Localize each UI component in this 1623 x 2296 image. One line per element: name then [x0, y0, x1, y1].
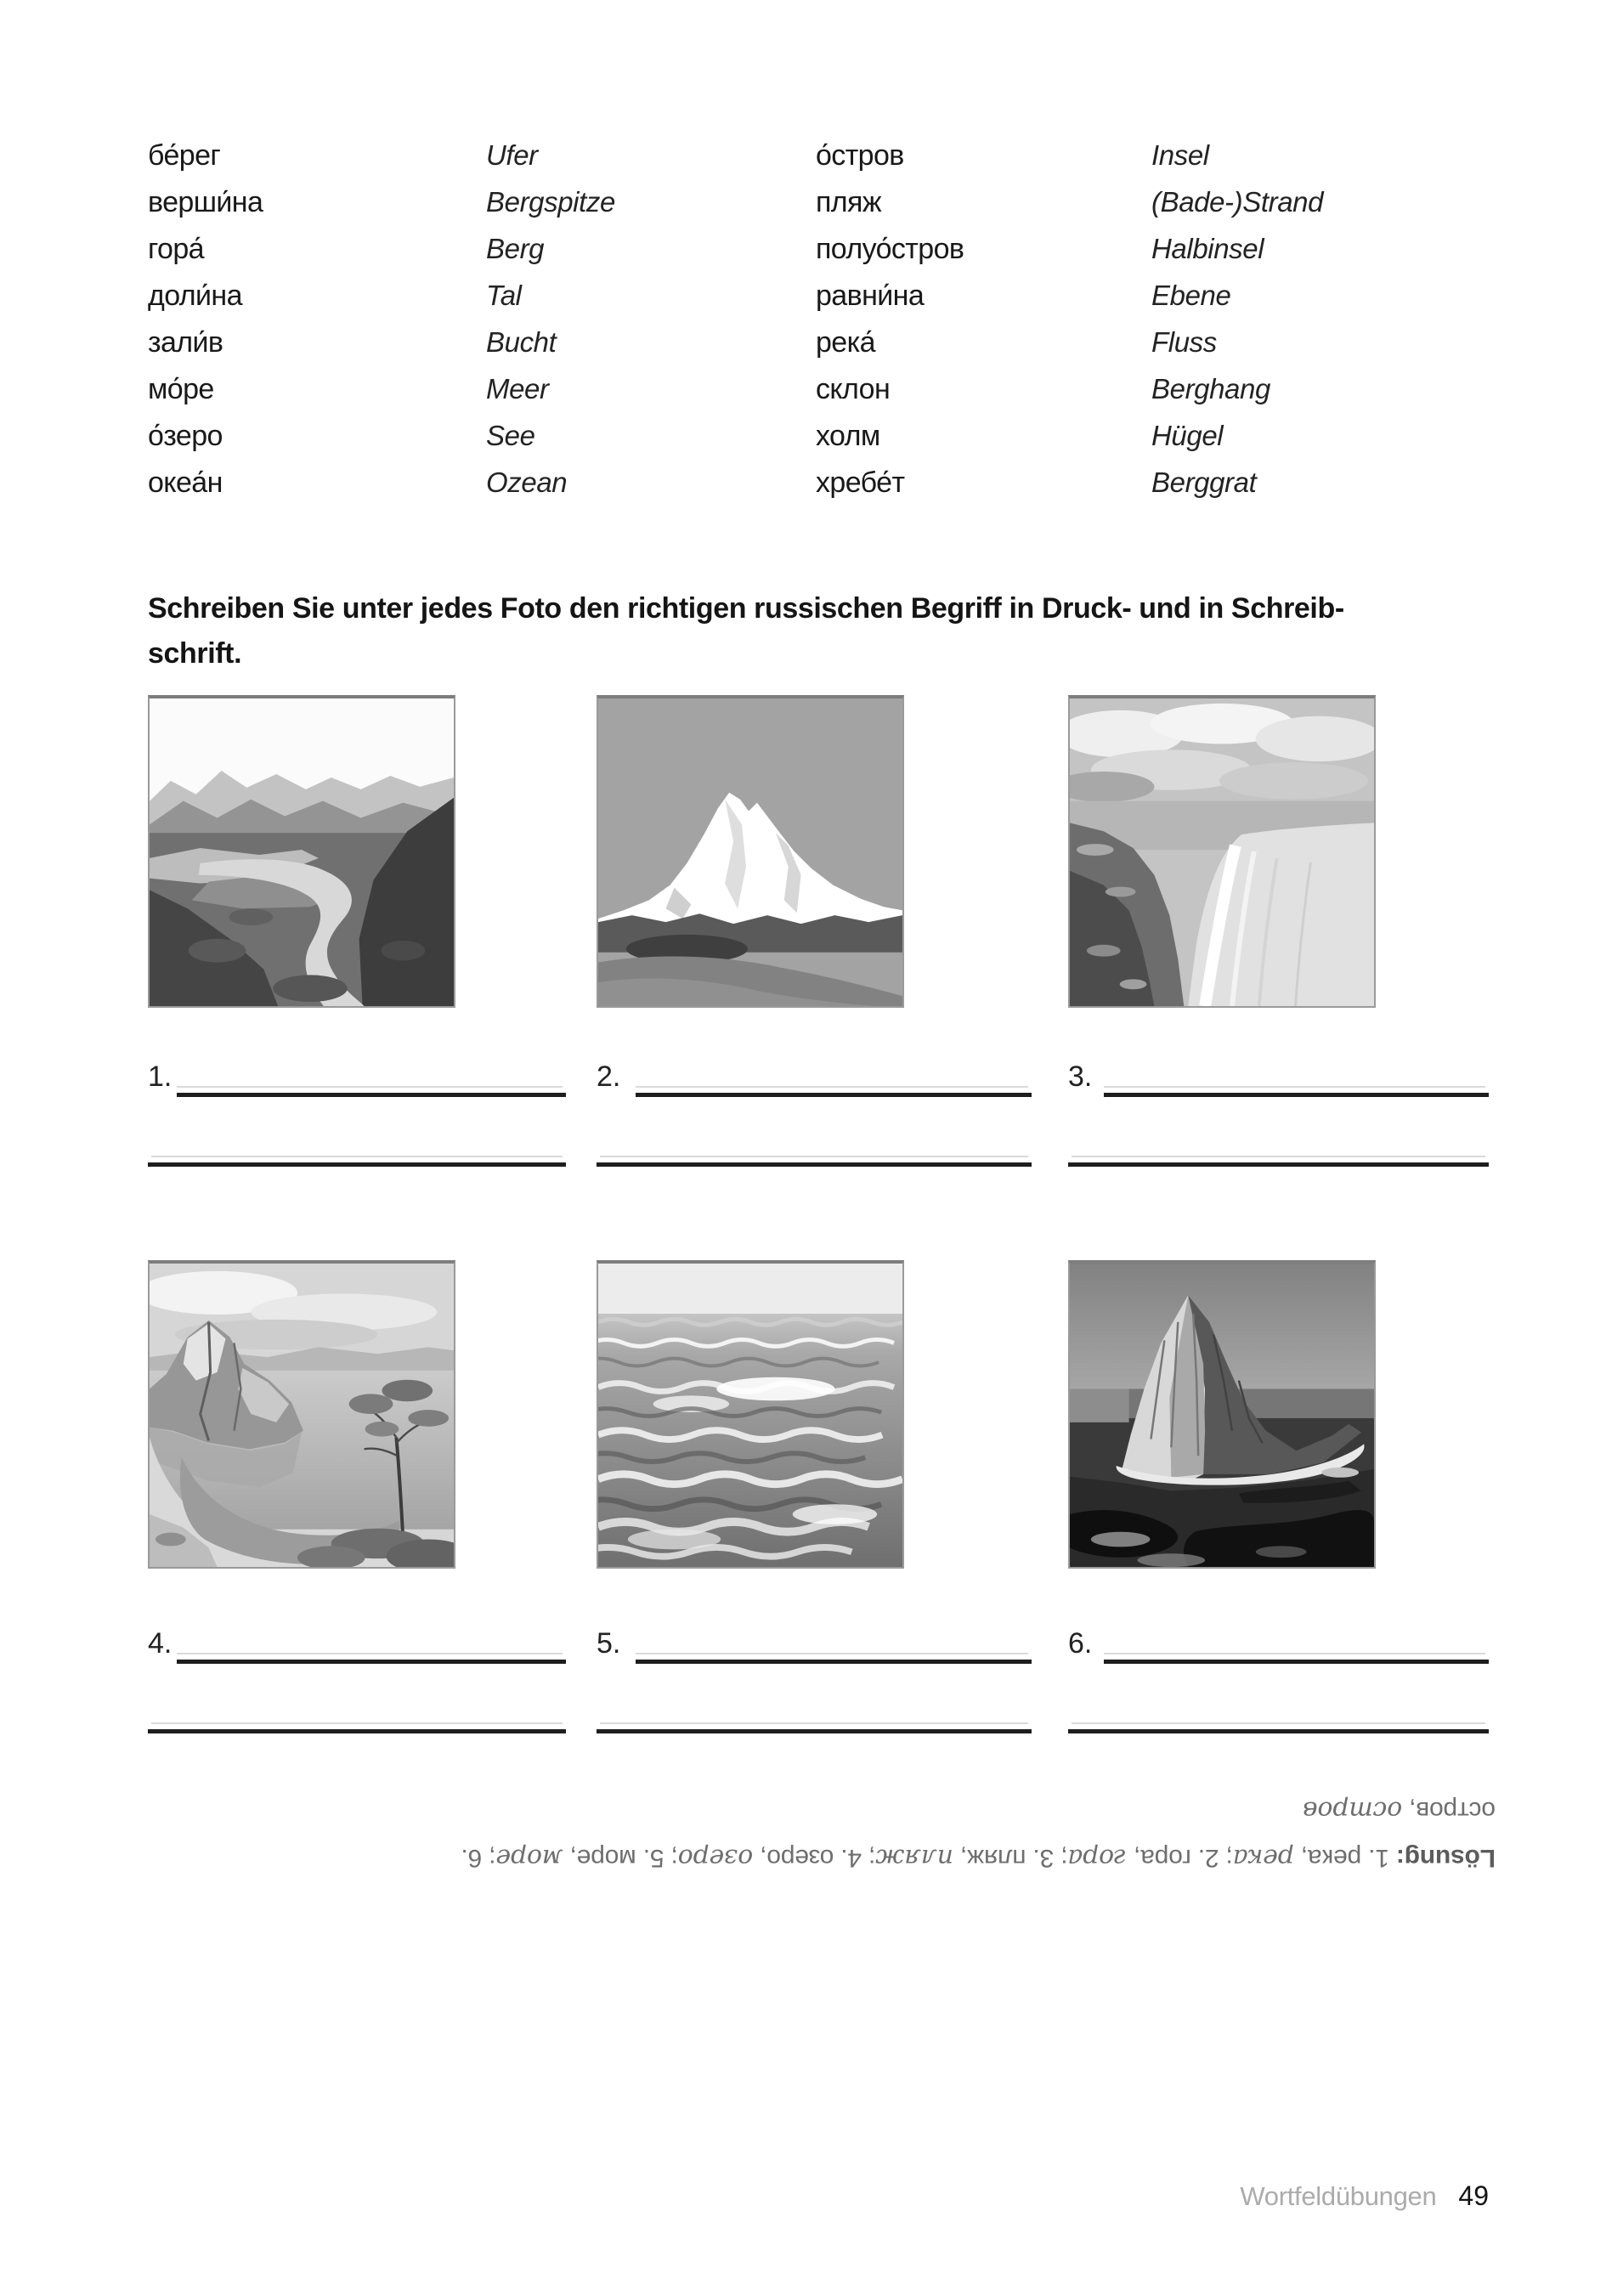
photo-snow-mountain — [597, 695, 904, 1008]
vocab-de: Berggrat — [1151, 467, 1257, 498]
write-line-ghost — [177, 1653, 563, 1654]
answer-key-upside-down — [153, 1786, 1496, 1881]
vocab-row — [148, 139, 1508, 186]
vocab-ru: склон — [816, 373, 891, 405]
answer-key-line-2 — [153, 1786, 1496, 1834]
answer-cursive: море — [495, 1843, 563, 1873]
write-line-script — [597, 1162, 1032, 1167]
exercise-instruction — [148, 586, 1524, 676]
instruction-line: schrift. — [148, 637, 242, 670]
vocab-de: Ozean — [486, 467, 568, 498]
write-line-print — [1104, 1660, 1489, 1664]
vocab-de: (Bade-)Strand — [1151, 186, 1324, 218]
vocab-ru: холм — [816, 420, 880, 452]
write-line-print — [636, 1093, 1032, 1097]
vocab-row — [148, 233, 1508, 280]
lake-rock-tree-illustration — [150, 1264, 454, 1567]
page-footer — [1190, 2180, 1489, 2212]
vocab-ru: верши́на — [148, 186, 263, 218]
instruction-line: Schreiben Sie unter jedes Foto den richtigen russischen Begriff in Druck- und in Schreib- — [148, 592, 1344, 625]
vocab-ru: о́стров — [816, 139, 904, 172]
vocab-row — [148, 186, 1508, 233]
vocab-de: Ebene — [1151, 280, 1231, 311]
write-line-ghost — [1072, 1156, 1485, 1157]
answer-cursive: озеро — [677, 1843, 754, 1873]
vocab-ru: пляж — [816, 186, 882, 218]
blank-number: 2. — [597, 1060, 621, 1093]
vocab-ru: равни́на — [816, 280, 925, 312]
vocab-ru: гора́ — [148, 233, 204, 265]
photo-rocky-island — [1068, 1260, 1376, 1569]
blank-number: 3. — [1068, 1060, 1093, 1093]
vocab-ru: океа́н — [148, 467, 223, 499]
answer-print: ; 4. озеро, — [753, 1844, 876, 1872]
answer-cursive: пляж — [875, 1843, 953, 1873]
write-line-ghost — [636, 1653, 1028, 1654]
vocab-row — [148, 420, 1508, 467]
write-line-ghost — [151, 1722, 563, 1724]
vocab-de: Meer — [486, 373, 549, 404]
vocab-de: Tal — [486, 280, 522, 311]
answer-print: ; 3. пляж, — [953, 1844, 1068, 1872]
vocab-de: Berghang — [1151, 373, 1270, 404]
write-line-ghost — [177, 1086, 563, 1088]
vocab-de: Ufer — [486, 139, 538, 171]
vocab-ru: доли́на — [148, 280, 242, 312]
snow-mountain-illustration — [598, 698, 902, 1006]
answer-print: ; 2. гора, — [1127, 1844, 1233, 1872]
vocab-de: Bergspitze — [486, 186, 615, 218]
vocab-ru: хребе́т — [816, 467, 905, 499]
vocab-ru: бе́рег — [148, 139, 221, 172]
write-line-script — [148, 1162, 566, 1167]
write-line-script — [1068, 1729, 1489, 1733]
write-line-script — [597, 1729, 1032, 1733]
stormy-sea-illustration — [598, 1264, 902, 1567]
photo-beach-coast — [1068, 695, 1376, 1008]
photo-river-valley — [148, 695, 455, 1008]
vocab-row — [148, 467, 1508, 513]
vocab-de: Fluss — [1151, 326, 1217, 358]
answer-print: ; 5. море, — [563, 1844, 678, 1872]
vocab-de: Berg — [486, 233, 545, 264]
vocab-de: Bucht — [486, 326, 557, 358]
photo-stormy-sea — [597, 1260, 904, 1569]
vocab-de: Insel — [1151, 139, 1209, 171]
blank-number: 5. — [597, 1627, 621, 1660]
answer-cursive: гора — [1067, 1843, 1128, 1873]
write-line-print — [177, 1093, 566, 1097]
write-line-print — [1104, 1093, 1489, 1097]
write-line-print — [636, 1660, 1032, 1664]
write-line-ghost — [600, 1156, 1028, 1157]
blank-number: 4. — [148, 1627, 172, 1660]
vocab-de: Halbinsel — [1151, 233, 1264, 264]
vocab-ru: зали́в — [148, 326, 223, 359]
answer-key-line-1 — [153, 1834, 1496, 1881]
vocab-row — [148, 373, 1508, 420]
write-line-ghost — [1104, 1086, 1485, 1088]
vocab-row — [148, 326, 1508, 373]
write-line-ghost — [151, 1156, 563, 1157]
write-line-ghost — [600, 1722, 1028, 1724]
answer-cursive: остров — [1303, 1796, 1403, 1825]
vocab-de: See — [486, 420, 535, 451]
answer-print: ; 6. — [461, 1844, 496, 1872]
write-line-print — [177, 1660, 566, 1664]
answer-cursive: река — [1232, 1843, 1294, 1873]
photo-lake-rock-tree — [148, 1260, 455, 1569]
write-line-ghost — [636, 1086, 1028, 1088]
write-line-ghost — [1104, 1653, 1485, 1654]
vocabulary-list — [148, 139, 1508, 513]
write-line-script — [148, 1729, 566, 1733]
blank-number: 6. — [1068, 1627, 1093, 1660]
rocky-island-illustration — [1070, 1264, 1374, 1567]
beach-coast-illustration — [1070, 698, 1374, 1006]
write-line-script — [1068, 1162, 1489, 1167]
answer-print: 1. река, — [1293, 1844, 1397, 1872]
footer-section-title: Wortfeldübungen — [1240, 2181, 1437, 2211]
vocab-ru: полуо́стров — [816, 233, 964, 265]
vocab-ru: река́ — [816, 326, 875, 359]
write-line-ghost — [1072, 1722, 1485, 1724]
vocab-row — [148, 280, 1508, 326]
answer-key-label: Lösung: — [1396, 1844, 1496, 1872]
river-valley-illustration — [150, 698, 454, 1006]
blank-number: 1. — [148, 1060, 172, 1093]
answer-print: остров, — [1402, 1796, 1496, 1824]
footer-page-number: 49 — [1458, 2180, 1489, 2211]
vocab-de: Hügel — [1151, 420, 1224, 451]
vocab-ru: мо́ре — [148, 373, 214, 405]
vocab-ru: о́зеро — [148, 420, 223, 452]
